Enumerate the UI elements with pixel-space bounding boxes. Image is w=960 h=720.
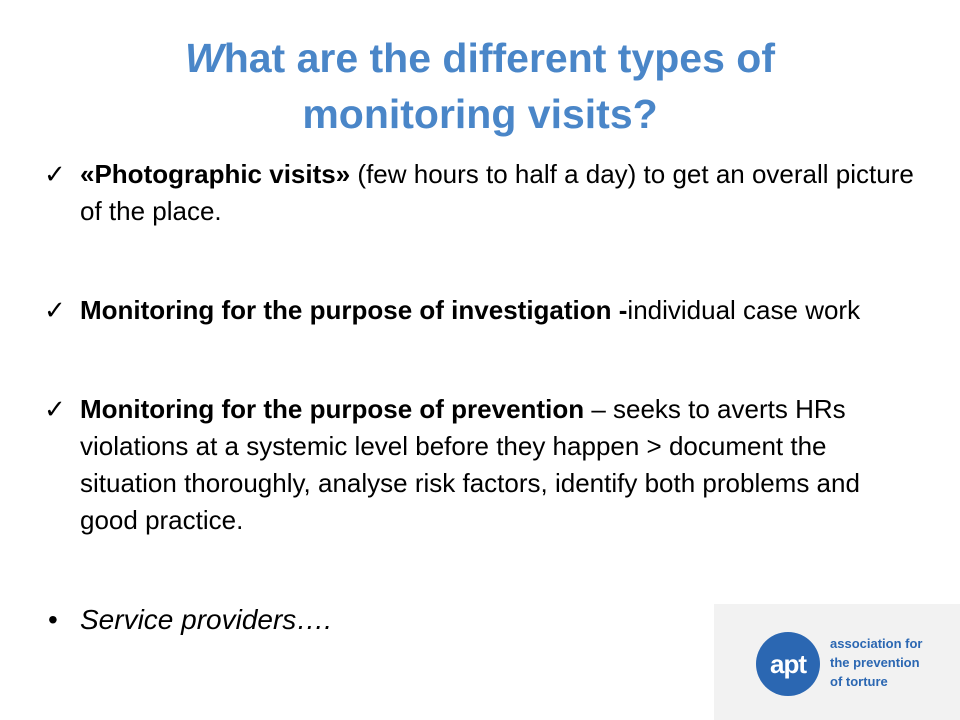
item-text: individual case work	[627, 295, 861, 325]
checkmark-icon: ✓	[44, 159, 66, 189]
item-bold-text: Monitoring for the purpose of investigation -	[80, 295, 628, 325]
apt-logo-mark: apt	[756, 632, 820, 696]
list-item-photographic-visits	[44, 156, 924, 230]
bullet-icon: •	[48, 604, 58, 635]
title-line-2: monitoring visits?	[302, 91, 658, 137]
title-first-letter: W	[184, 35, 224, 81]
slide-title	[60, 30, 900, 142]
bullet-list	[44, 156, 924, 638]
item-text: – seeks to averts HRs violations at a systemic level before they happen > document the situation thoroughly, analyse risk factors, identify both problems and good practice.	[80, 394, 860, 535]
title-line-1-rest: hat are the different types of	[223, 35, 776, 81]
list-item-investigation	[44, 292, 924, 329]
logo-line-3: of torture	[830, 674, 888, 689]
apt-logo	[714, 604, 960, 720]
logo-line-1: association for	[830, 636, 923, 651]
title-line-1	[60, 30, 900, 86]
item-text: Service providers….	[80, 604, 333, 635]
list-item-prevention	[44, 391, 924, 539]
item-bold-text: «Photographic visits»	[80, 159, 351, 189]
checkmark-icon: ✓	[44, 394, 66, 424]
checkmark-icon: ✓	[44, 295, 66, 325]
item-bold-text: Monitoring for the purpose of prevention	[80, 394, 585, 424]
apt-logo-text	[830, 634, 922, 691]
item-text: (few hours to half a day) to get an overall picture of the place.	[80, 159, 914, 226]
logo-line-2: the prevention	[830, 655, 920, 670]
